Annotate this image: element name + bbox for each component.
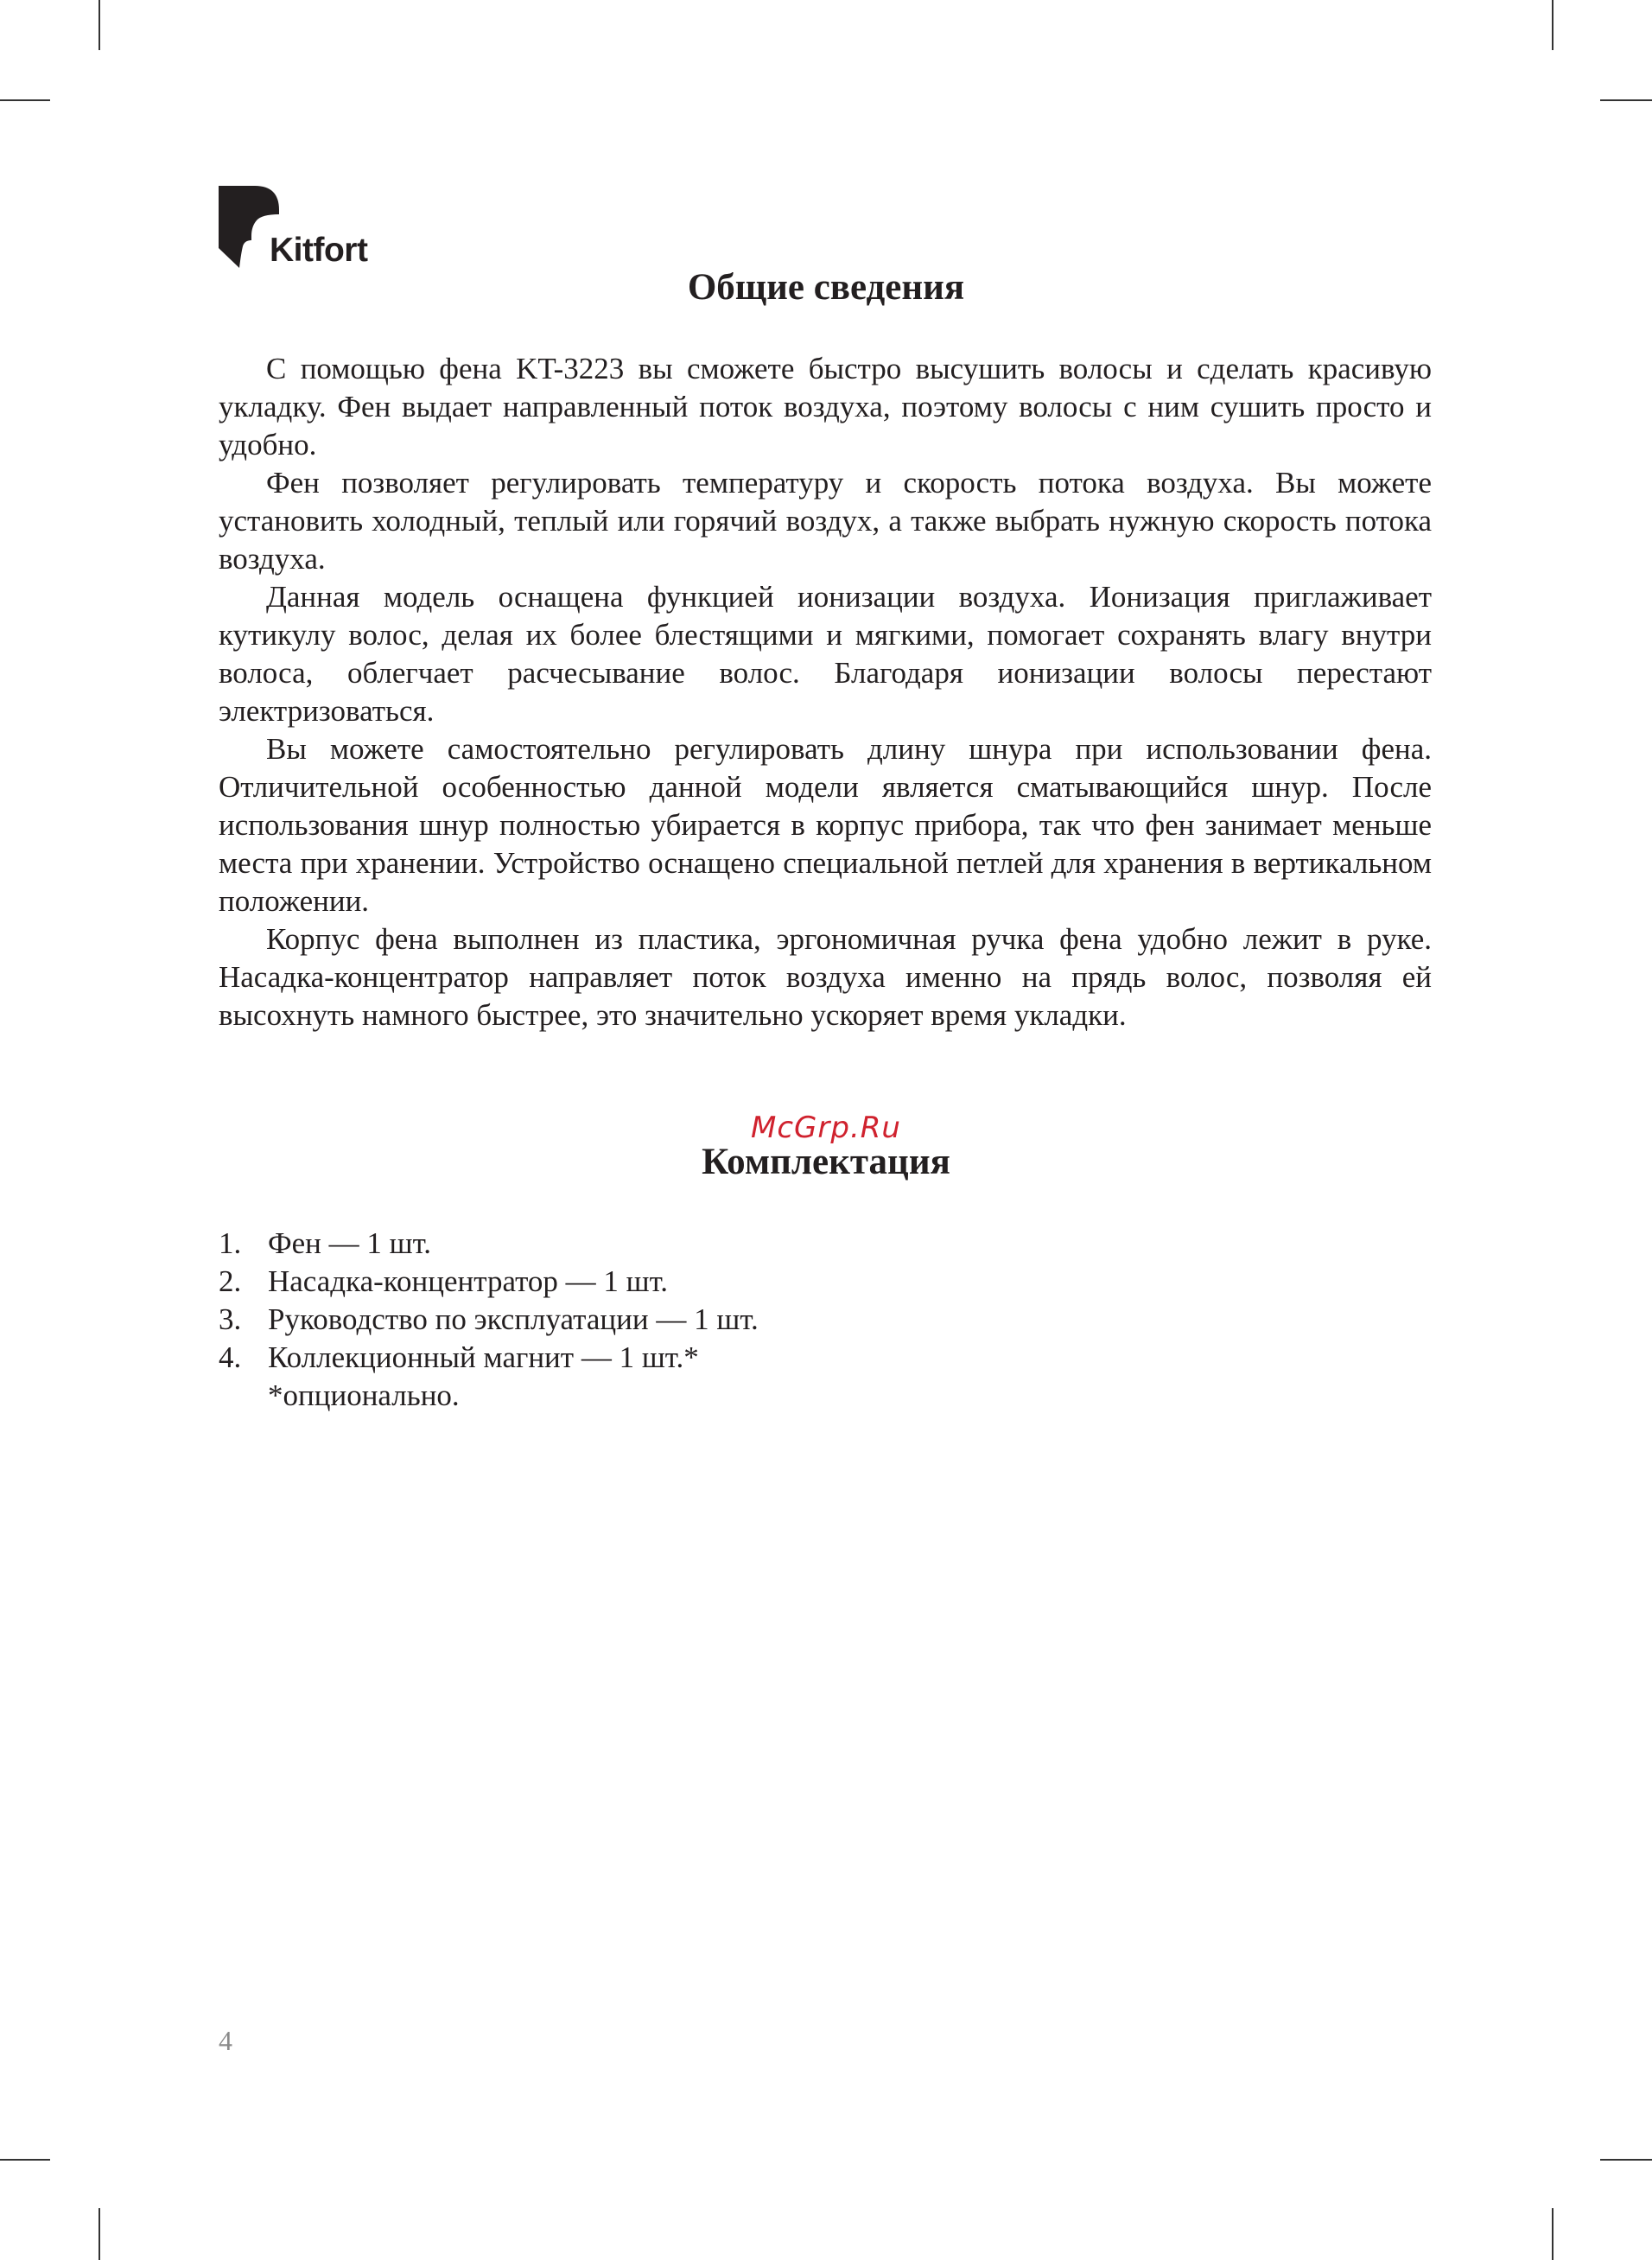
crop-mark	[1552, 0, 1554, 50]
brand-name: Kitfort	[270, 232, 368, 269]
general-body	[219, 350, 1432, 1035]
list-number: 1.	[219, 1226, 242, 1260]
section-title-general: Общие сведения	[687, 267, 965, 308]
section-title-contents: Комплектация	[702, 1142, 950, 1182]
contents-list	[219, 1225, 759, 1415]
crop-mark	[1552, 2208, 1554, 2260]
crop-mark	[1600, 99, 1652, 101]
watermark: McGrp.Ru	[751, 1111, 901, 1145]
list-item	[219, 1339, 759, 1377]
list-item-text: Коллекционный магнит — 1 шт.*	[268, 1340, 699, 1374]
list-number: 2.	[219, 1264, 242, 1298]
crop-mark	[1600, 2159, 1652, 2161]
paragraph: Корпус фена выполнен из пластика, эргономичная ручка фена удобно лежит в руке. Насадка-концентратор направляет поток воздуха именно на прядь волос, позволяя ей высохнуть намного быстрее, это значительно ускоряет время укладки.	[219, 922, 1432, 1032]
page-number: 4	[219, 2025, 232, 2056]
paragraph: С помощью фена KT-3223 вы сможете быстро высушить волосы и сделать красивую укладку. Фен выдает направленный поток воздуха, поэтому волосы с ним сушить просто и удобно.	[219, 352, 1432, 462]
list-item-text: Руководство по эксплуатации — 1 шт.	[268, 1302, 759, 1336]
list-item	[219, 1301, 759, 1339]
crop-mark	[98, 0, 100, 50]
list-number: 4.	[219, 1340, 242, 1374]
paragraph: Данная модель оснащена функцией ионизации воздуха. Ионизация приглаживает кутикулу волос, делая их более блестящими и мягкими, помогает сохранять влагу внутри волоса, облегчает расчесывание волос. Благодаря ионизации волосы перестают электризоваться.	[219, 580, 1432, 728]
crop-mark	[98, 2208, 100, 2260]
list-item	[219, 1263, 759, 1301]
list-item-text: Насадка-концентратор — 1 шт.	[268, 1264, 669, 1298]
footnote: *опционально.	[268, 1378, 460, 1412]
paragraph: Вы можете самостоятельно регулировать длину шнура при использовании фена. Отличительной особенностью данной модели является сматывающийся шнур. После использования шнур полностью убирается в корпус прибора, так что фен занимает меньше места при хранении. Устройство оснащено специальной петлей для хранения в вертикальном положении.	[219, 732, 1432, 918]
paragraph: Фен позволяет регулировать температуру и скорость потока воздуха. Вы можете установить холодный, теплый или горячий воздух, а также выбрать нужную скорость потока воздуха.	[219, 466, 1432, 576]
crop-mark	[0, 99, 50, 101]
list-item-text: Фен — 1 шт.	[268, 1226, 432, 1260]
list-number: 3.	[219, 1302, 242, 1336]
crop-mark	[0, 2159, 50, 2161]
list-item	[219, 1225, 759, 1263]
